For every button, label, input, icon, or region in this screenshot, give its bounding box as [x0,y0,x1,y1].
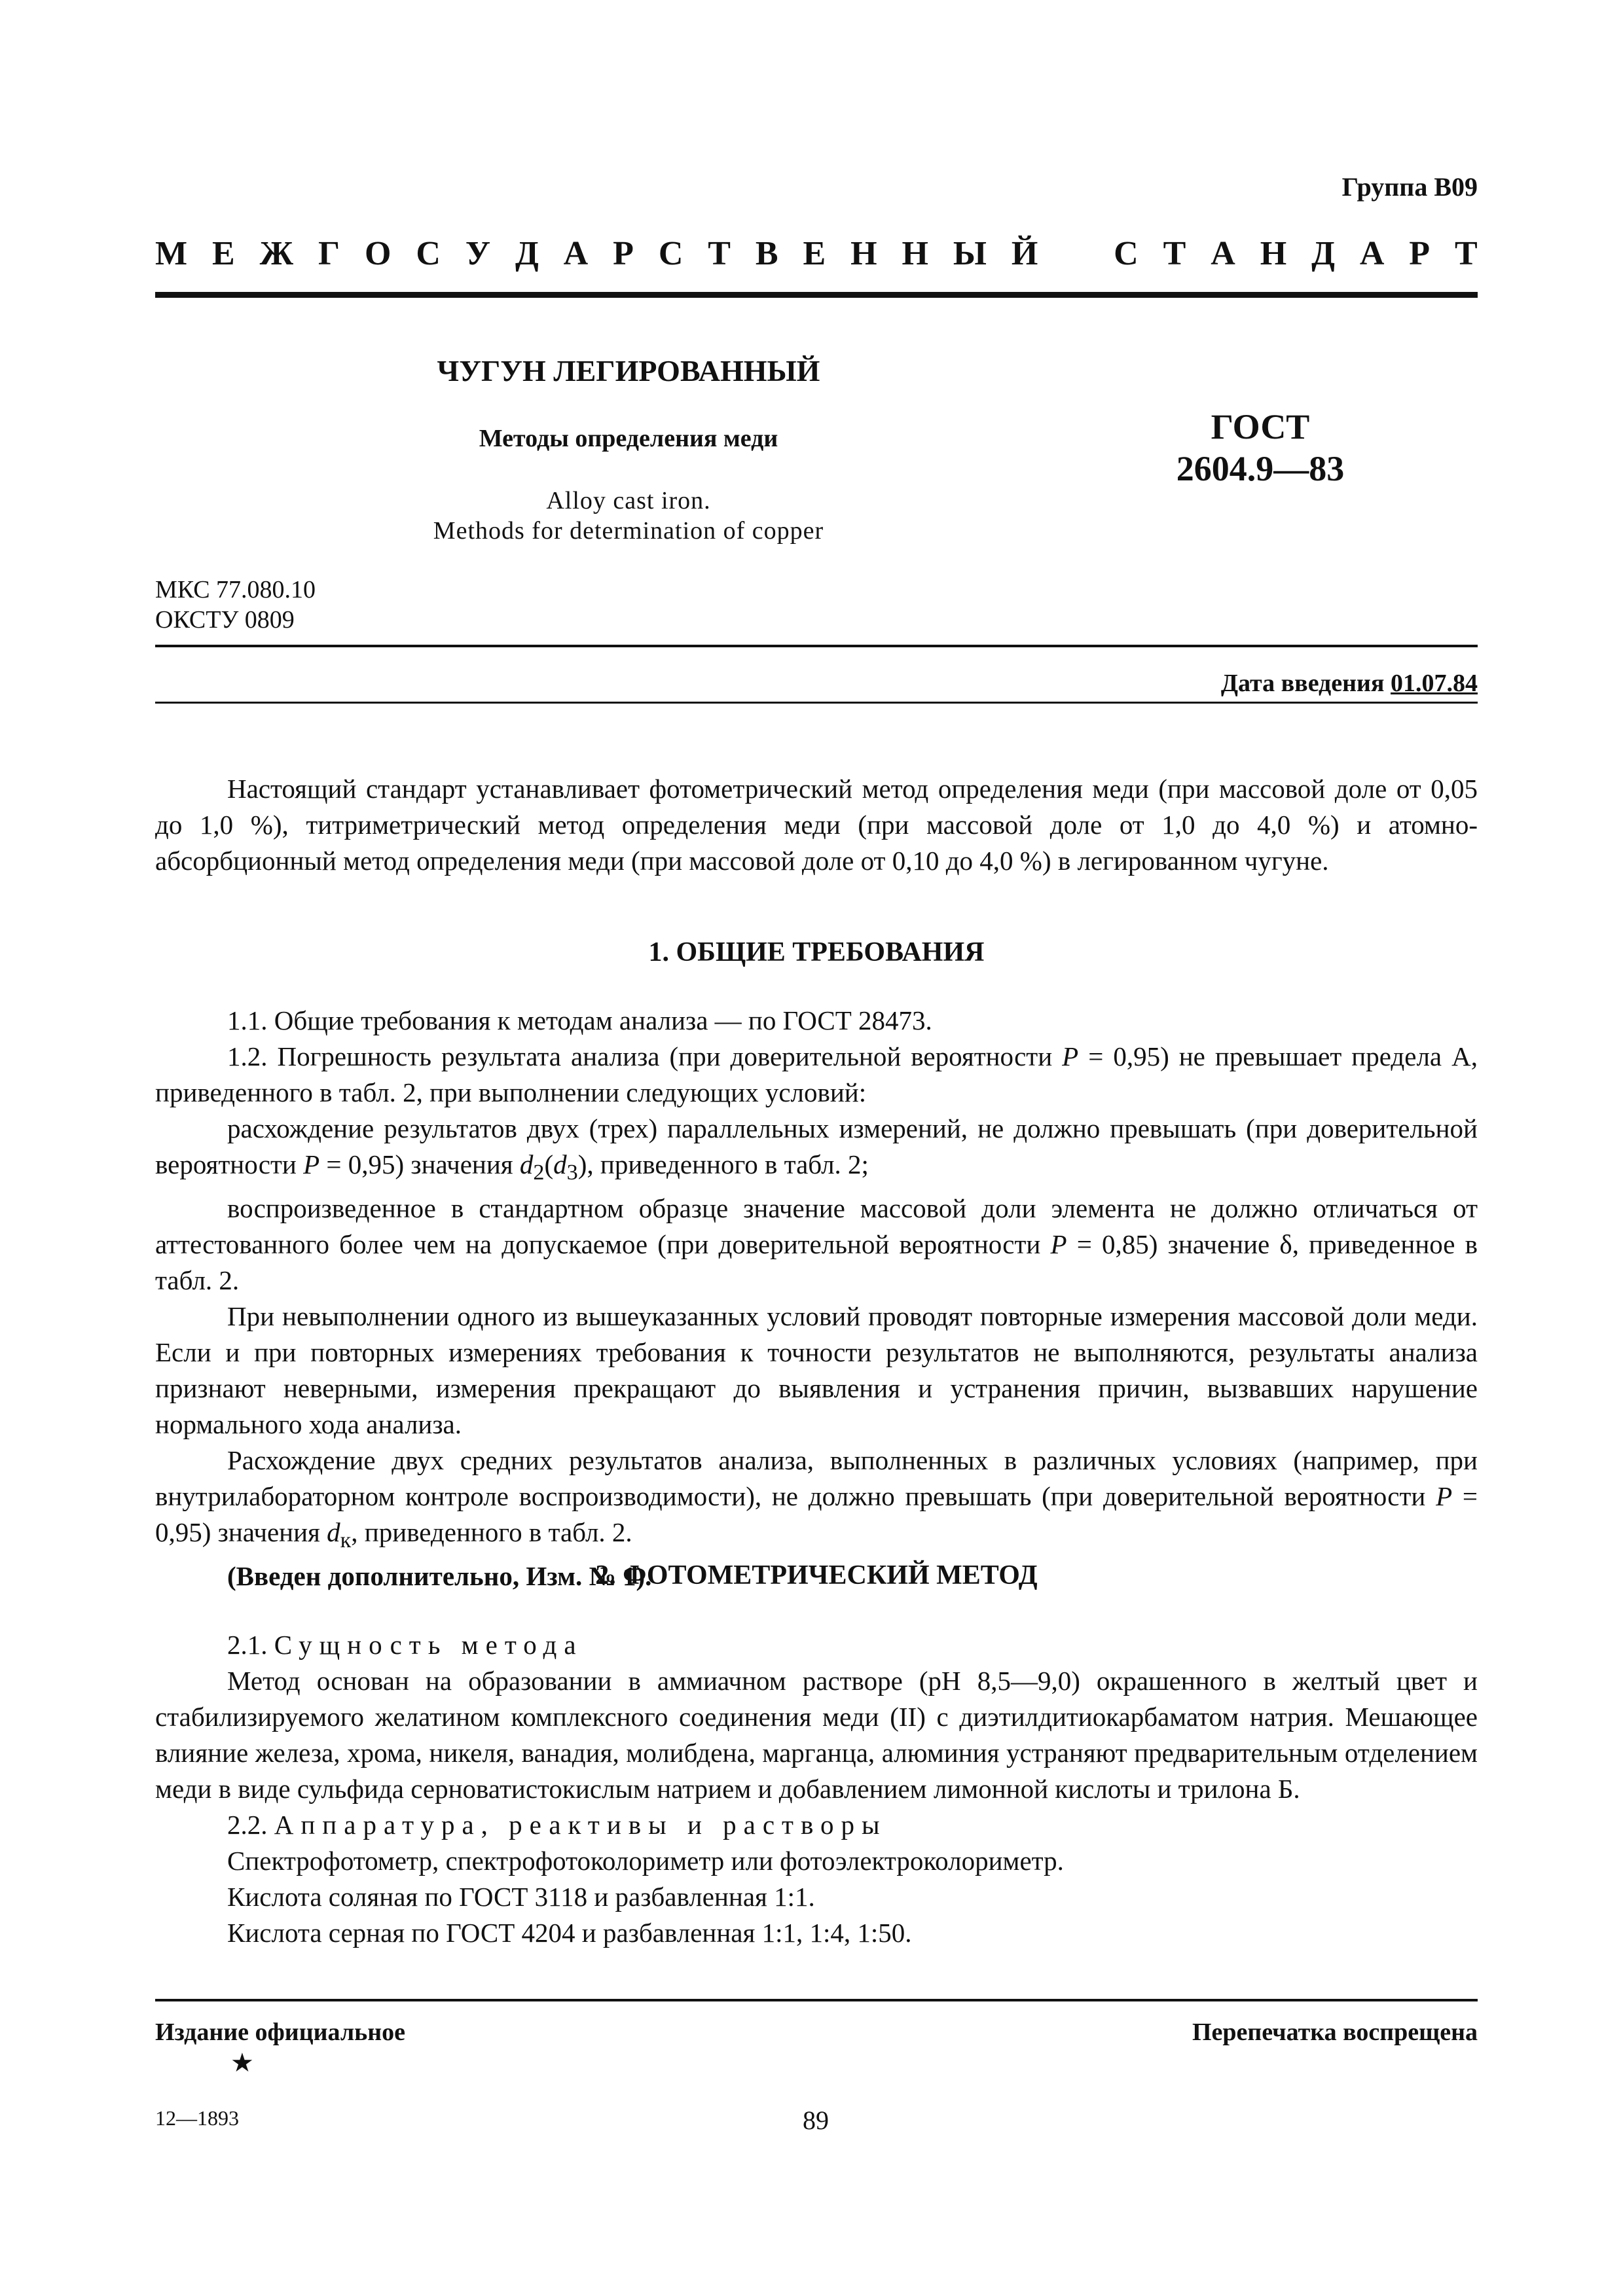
failure-paragraph: При невыполнении одного из вышеуказанных условий проводят повторные измерения массовой доли меди. Если и при повторных измерениях требования к точности результатов не выполняются, результаты анализа признают неверными, измерения прекращают до выявления и устранения причин, вызвавших нарушение нормального хода анализа. [155,1301,1478,1440]
footer-rule [155,1999,1478,2001]
clause-number: 2.1. [227,1630,274,1660]
equipment-item: Спектрофотометр, спектрофотоколориметр или фотоэлектроколориметр. [227,1846,1064,1876]
section-heading: 1. ОБЩИЕ ТРЕБОВАНИЯ [648,937,985,967]
text-run: 1.2. Погрешность результата анализа (при доверительной вероятности [227,1041,1063,1071]
official-edition: Издание официальное [155,2018,406,2046]
effective-date-value: 01.07.84 [1391,670,1478,697]
mks-code: МКС 77.080.10 [155,576,316,603]
gost-label: ГОСТ [1211,407,1310,446]
document-subtitle: Методы определения меди [479,425,778,452]
banner-letter: Т [1454,235,1478,272]
section-heading: 2. ФОТОМЕТРИЧЕСКИЙ МЕТОД [595,1560,1038,1590]
symbol-d: d [519,1149,534,1179]
banner-letter: Ж [259,235,294,272]
amendment-note: (Введен дополнительно, Изм. № 1). [227,1561,652,1592]
intro-paragraph: Настоящий стандарт устанавливает фотометрический метод определения меди (при массовой доле от 0,05 до 1,0 %), титриметрический метод определения меди (при массовой доле от 1,0 до 4,0 %) и атомно-абсорбционный метод определения меди (при массовой доле от 0,10 до 4,0 %) в легированном чугуне. [155,774,1478,876]
section-1 [155,935,1478,971]
text-run: , приведенного в табл. 2; [587,1149,869,1179]
date-rule [155,702,1478,704]
english-title [419,486,838,546]
banner-letter: Г [318,235,340,272]
banner-letter: Й [1011,235,1038,272]
text-run: воспроизведенное в стандартном образце значение массовой доли элемента не должно отличаться от аттестованного более чем на допускаемое (при доверительной вероятности [155,1193,1478,1260]
reagent-item: Кислота соляная по ГОСТ 3118 и разбавленная 1:1. [227,1882,815,1912]
text-run: Расхождение двух средних результатов анализа, выполненных в различных условиях (например, при внутрилабораторном контроле воспроизводимости), не должно превышать (при доверительной вероятности [155,1445,1478,1512]
header-rule [155,645,1478,647]
standard-banner [155,234,1478,273]
banner-letter: Н [850,235,877,272]
clause-1-1: 1.1. Общие требования к методам анализа — по ГОСТ 28473. [227,1005,932,1035]
section-1-body [155,1003,1478,1594]
banner-letter: С [416,235,441,272]
symbol-p: P [1436,1481,1453,1512]
clause-1-2 [155,1039,1478,1111]
text-run: = 0,85) значение δ, приведенное в табл. 2. [155,1229,1478,1296]
clause-2-2-title [155,1807,1478,1843]
effective-date [1221,669,1478,698]
text-run: ( [544,1149,554,1179]
reagent-item: Кислота серная по ГОСТ 4204 и разбавленная 1:1, 1:4, 1:50. [227,1918,912,1948]
clause-title: Аппаратура, реактивы и растворы [274,1810,887,1840]
banner-letter: Д [1311,235,1335,272]
condition-2 [155,1191,1478,1299]
section-2-body [155,1627,1478,1951]
banner-letter: А [1359,235,1385,272]
gost-code: 2604.9—83 [1176,449,1345,488]
symbol-p: P [303,1149,320,1179]
banner-letter: А [1211,235,1235,272]
banner-letter: Т [708,235,731,272]
clause-number: 2.2. [227,1810,274,1840]
banner-letter: Т [1163,235,1186,272]
gost-number [1152,406,1368,490]
section-2 [155,1558,1478,1594]
text-run: = 0,95) значения [155,1481,1478,1548]
banner-letter: С [658,235,684,272]
text-run: , приведенного в табл. 2. [351,1517,632,1548]
print-code: 12—1893 [155,2106,239,2130]
reproducibility-paragraph [155,1443,1478,1558]
banner-letter: С [1114,235,1139,272]
subscript: к [340,1528,352,1553]
clause-title: Сущность метода [274,1630,583,1660]
banner-letter: Д [515,235,539,272]
intro-section [155,771,1478,879]
text-run: расхождение результатов двух (трех) параллельных измерений, не должно превышать (при доверительной вероятности [155,1113,1478,1179]
subscript: 3 [566,1160,578,1185]
banner-letter: А [563,235,589,272]
condition-1 [155,1111,1478,1191]
group-code: Группа В09 [1341,172,1478,202]
clause-2-1-title [155,1627,1478,1663]
banner-letter: Е [212,235,235,272]
banner-letter: У [465,235,491,272]
reprint-notice: Перепечатка воспрещена [1192,2018,1478,2046]
okstu-code: ОКСТУ 0809 [155,606,295,634]
banner-letter: М [155,235,188,272]
text-run: = 0,95) не превышает предела А, приведенного в табл. 2, при выполнении следующих условий: [155,1041,1478,1107]
text-run: ) [577,1149,587,1179]
english-title-line-2: Methods for determination of copper [433,517,824,545]
banner-gap [1063,234,1089,273]
symbol-d: d [553,1149,567,1179]
banner-letter: Е [803,235,826,272]
banner-rule [155,292,1478,298]
english-title-line-1: Alloy cast iron. [546,487,711,514]
star-icon: ★ [230,2048,254,2077]
banner-letter: Р [613,235,634,272]
banner-letter: Н [1260,235,1287,272]
banner-letter: Ы [953,235,987,272]
page-number: 89 [803,2106,829,2135]
effective-date-label: Дата введения [1220,670,1391,697]
banner-letter: Р [1409,235,1431,272]
text-run: = 0,95) значения [319,1149,520,1179]
banner-letter: О [364,235,392,272]
subscript: 2 [533,1160,545,1185]
document-title: ЧУГУН ЛЕГИРОВАННЫЙ [437,354,820,387]
banner-letter: В [755,235,778,272]
classification-codes [155,575,316,635]
symbol-p: P [1050,1229,1067,1260]
clause-2-1-text: Метод основан на образовании в аммиачном растворе (рН 8,5—9,0) окрашенного в желтый цвет и стабилизируемого желатином комплексного соединения меди (II) с диэтилдитиокарбаматом натрия. Мешающее влияние железа, хрома, никеля, ванадия, молибдена, марганца, алюминия устраняют предварительным отделением меди в виде сульфида серноватистокислым натрием и добавлением лимонной кислоты и трилона Б. [155,1666,1478,1804]
symbol-p: P [1062,1041,1079,1071]
banner-letter: Н [902,235,928,272]
symbol-d: d [327,1517,340,1548]
